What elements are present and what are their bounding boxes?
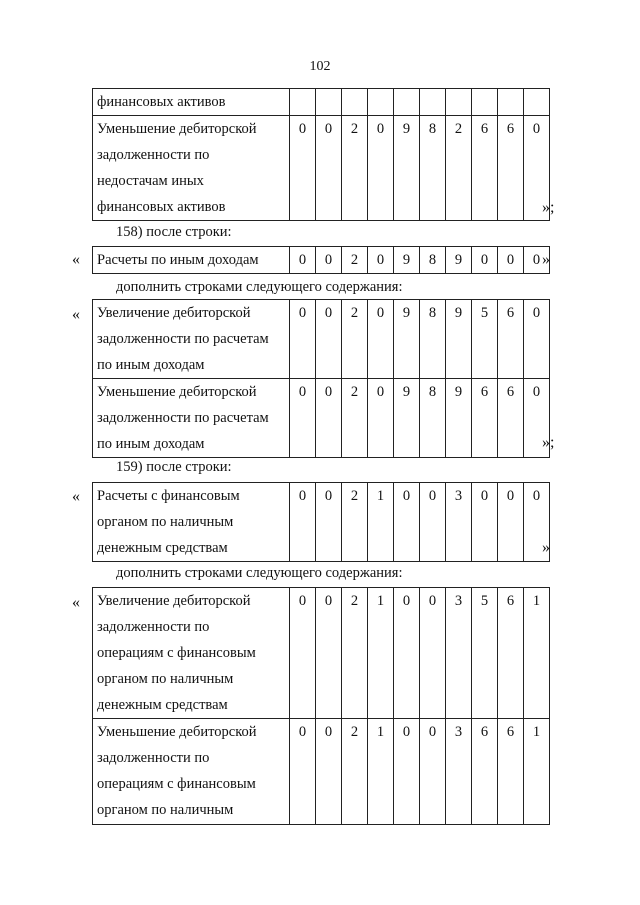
code-digit: 0 [498,247,524,274]
code-digit: 0 [420,483,446,562]
code-digit: 0 [290,116,316,221]
code-digit: 1 [368,483,394,562]
code-digit: 0 [316,379,342,458]
code-digit: 5 [472,588,498,719]
code-digit: 0 [498,483,524,562]
add-rows-text: дополнить строками следующего содержания: [116,565,403,581]
opening-quote: « [72,594,80,611]
code-digit: 3 [446,483,472,562]
code-digit: 9 [446,379,472,458]
code-digit: 0 [368,300,394,379]
row-label: Увеличение дебиторской задолженности по операциям с финансовым органом по наличным денежным средствам [93,588,290,719]
row-label: финансовых активов [93,89,290,116]
item-159-new-rows-table [92,587,550,825]
row-label: Увеличение дебиторской задолженности по расчетам по иным доходам [93,300,290,379]
code-digit: 9 [394,247,420,274]
table-row [93,719,550,825]
row-label: Расчеты по иным доходам [93,247,290,274]
code-digit: 0 [524,247,550,274]
code-digit: 2 [342,588,368,719]
code-digit: 9 [394,116,420,221]
item-158-target-table [92,246,550,274]
code-digit: 5 [472,300,498,379]
opening-quote: « [72,251,80,268]
code-digit: 0 [472,247,498,274]
continued-table [92,88,550,221]
code-digit: 2 [342,719,368,825]
code-digit: 0 [316,719,342,825]
opening-quote: « [72,488,80,505]
code-digit: 2 [342,116,368,221]
code-digit: 8 [420,116,446,221]
code-digit: 2 [342,300,368,379]
table-row [93,483,550,562]
code-digit: 0 [290,300,316,379]
code-digit: 0 [290,247,316,274]
item-158-heading: 158) после строки: [116,224,232,240]
code-digit: 0 [524,300,550,379]
closing-quote: » [542,539,550,556]
code-digit: 3 [446,588,472,719]
code-digit: 0 [290,719,316,825]
code-digit: 0 [524,116,550,221]
code-digit: 6 [498,116,524,221]
code-digit: 2 [342,247,368,274]
closing-quote: »; [542,199,555,216]
code-digit: 0 [316,588,342,719]
code-digit: 9 [446,300,472,379]
code-digit: 1 [368,588,394,719]
code-digit: 1 [524,719,550,825]
table-row [93,588,550,719]
item-159-heading: 159) после строки: [116,459,232,475]
code-digit: 0 [290,379,316,458]
item-158-new-rows-table [92,299,550,458]
code-digit: 3 [446,719,472,825]
code-digit: 6 [498,300,524,379]
row-label: Уменьшение дебиторской задолженности по недостачам иных финансовых активов [93,116,290,221]
code-digit: 8 [420,379,446,458]
table-row [93,379,550,458]
code-digit: 2 [342,379,368,458]
code-digit: 6 [472,379,498,458]
item-159-target-table [92,482,550,562]
code-digit: 0 [524,379,550,458]
code-digit: 2 [342,483,368,562]
code-digit: 8 [420,300,446,379]
code-digit: 6 [472,719,498,825]
code-digit: 9 [394,379,420,458]
row-label: Уменьшение дебиторской задолженности по операциям с финансовым органом по наличным [93,719,290,825]
code-digit: 0 [524,483,550,562]
closing-quote: »; [542,434,555,451]
code-digit: 0 [290,483,316,562]
code-digit: 1 [368,719,394,825]
row-label: Уменьшение дебиторской задолженности по расчетам по иным доходам [93,379,290,458]
code-digit: 1 [524,588,550,719]
code-digit: 9 [394,300,420,379]
code-digit: 0 [316,247,342,274]
code-digit: 0 [368,379,394,458]
code-digit: 0 [290,588,316,719]
code-digit: 0 [420,588,446,719]
code-digit: 9 [446,247,472,274]
code-digit: 0 [316,300,342,379]
table-row [93,247,550,274]
code-digit: 0 [394,719,420,825]
table-row [93,89,550,116]
code-digit: 6 [498,379,524,458]
code-digit: 0 [420,719,446,825]
table-row [93,116,550,221]
code-digit: 0 [394,483,420,562]
code-digit: 0 [316,116,342,221]
code-digit: 8 [420,247,446,274]
code-digit: 6 [498,588,524,719]
code-digit: 0 [368,116,394,221]
code-digit: 6 [498,719,524,825]
code-digit: 0 [316,483,342,562]
opening-quote: « [72,306,80,323]
code-digit: 2 [446,116,472,221]
row-label: Расчеты с финансовым органом по наличным денежным средствам [93,483,290,562]
code-digit: 0 [472,483,498,562]
add-rows-text: дополнить строками следующего содержания: [116,279,403,295]
code-digit: 0 [394,588,420,719]
closing-quote: » [542,251,550,268]
code-digit: 6 [472,116,498,221]
table-row [93,300,550,379]
code-digit: 0 [368,247,394,274]
page-number: 102 [309,59,331,74]
